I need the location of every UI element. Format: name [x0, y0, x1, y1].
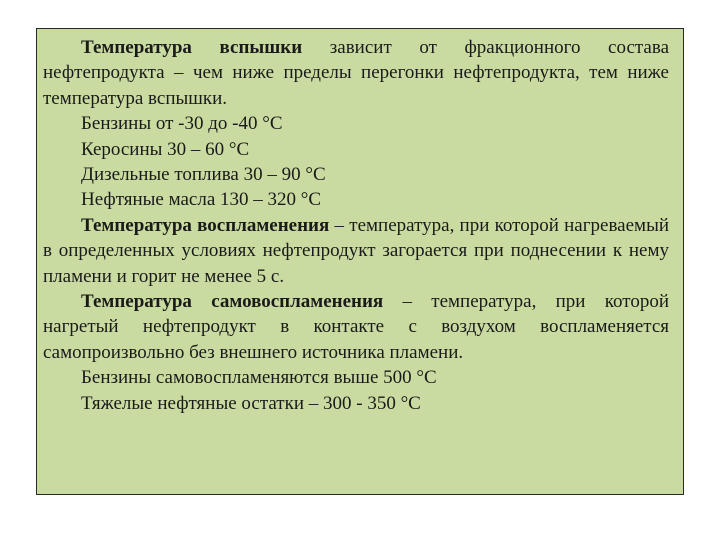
flash-point-term: Температура вспышки [81, 37, 303, 58]
flash-point-paragraph [43, 35, 669, 111]
content-text-box [36, 28, 684, 495]
autoignition-value-residues: Тяжелые нефтяные остатки – 300 - 350 °С [81, 392, 421, 414]
flash-point-text: зависит от фракционного состава нефтепродукта – чем ниже пределы перегонки нефтепродукта, тем ниже температура вспышки. [43, 37, 669, 109]
ignition-point-paragraph [43, 213, 669, 289]
ignition-point-text: – температура, при которой нагреваемый в определенных условиях нефтепродукт загорается при поднесении к нему пламени и горит не менее 5 с. [43, 214, 669, 287]
flash-value-diesel: Дизельные топлива 30 – 90 °С [81, 164, 326, 186]
flash-value-oils: Нефтяные масла 130 – 320 °С [81, 189, 322, 211]
flash-value-gasoline: Бензины от -30 до -40 °С [81, 113, 283, 135]
autoignition-term: Температура самовоспламенения [81, 291, 384, 313]
flash-value-kerosene: Керосины 30 – 60 °С [81, 138, 250, 160]
autoignition-paragraph [43, 289, 669, 365]
ignition-point-term: Температура воспламенения [81, 214, 330, 236]
autoignition-value-gasoline: Бензины самовоспламеняются выше 500 °С [81, 367, 437, 389]
autoignition-text: – температура, при которой нагретый нефтепродукт в контакте с воздухом воспламеняется самопроизвольно без внешнего источника пламени. [43, 291, 669, 363]
